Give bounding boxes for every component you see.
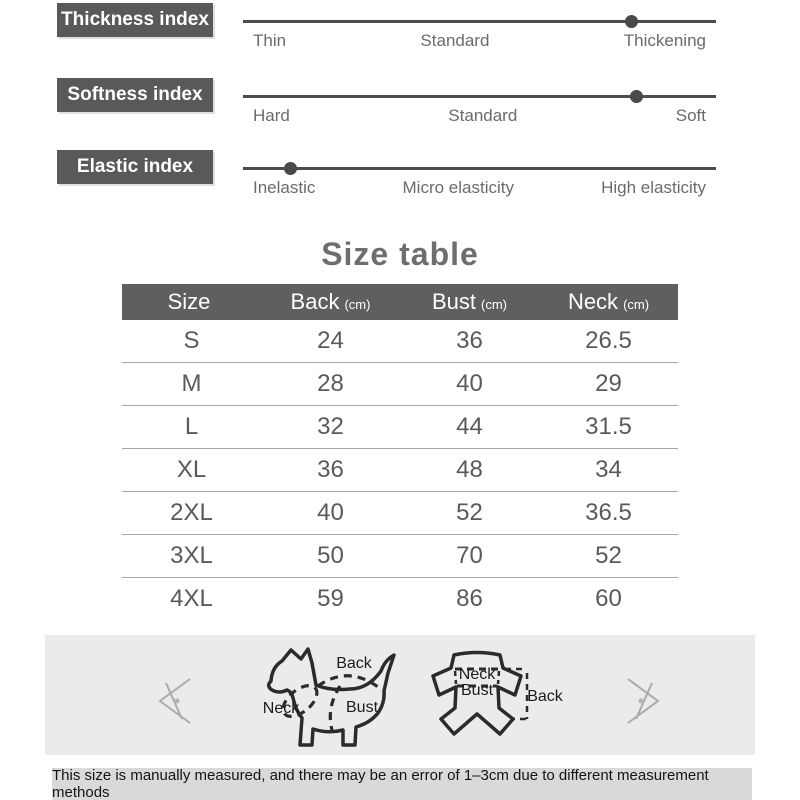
elastic-index-badge: Elastic index	[57, 150, 213, 184]
column-unit: (cm)	[623, 297, 650, 312]
thickness-option-thickening: Thickening	[623, 31, 706, 50]
cell-neck: 31.5	[585, 413, 632, 440]
cell-size: XL	[176, 456, 207, 483]
table-row-l	[122, 406, 678, 449]
softness-scale-line	[243, 95, 716, 98]
cell-bust: 48	[456, 456, 483, 483]
thickness-index-badge: Thickness index	[57, 3, 213, 37]
column-unit: (cm)	[344, 297, 371, 312]
softness-scale-dot	[630, 90, 643, 103]
elastic-scale-line	[243, 167, 716, 170]
softness-option-soft: Soft	[675, 106, 706, 125]
cell-neck: 60	[595, 585, 622, 612]
cell-neck: 34	[595, 456, 622, 483]
cell-size: 2XL	[170, 499, 213, 526]
table-row-xl	[122, 449, 678, 492]
cell-back: 32	[317, 413, 344, 440]
column-name: Size	[167, 289, 211, 314]
right-divider-mark-icon	[620, 673, 668, 725]
table-row-m	[122, 363, 678, 406]
cell-neck: 26.5	[585, 327, 632, 354]
softness-option-hard: Hard	[253, 106, 290, 125]
cell-size: 4XL	[170, 585, 213, 612]
cell-size: L	[184, 413, 199, 440]
left-divider-mark-icon	[150, 673, 198, 725]
garment-neck-label: Neck	[458, 666, 496, 683]
dog-neck-label: Neck	[262, 700, 300, 717]
cell-back: 59	[317, 585, 344, 612]
cell-size: S	[183, 327, 200, 354]
softness-scale-labels	[243, 106, 716, 126]
thickness-scale-line	[243, 20, 716, 23]
measurement-diagram-strip	[45, 635, 755, 755]
elastic-option-inelastic: Inelastic	[253, 178, 316, 197]
elastic-scale-dot	[284, 162, 297, 175]
table-row-s	[122, 320, 678, 363]
size-table-title: Size table	[321, 236, 479, 272]
softness-index-row	[0, 78, 800, 140]
cell-size: 3XL	[170, 542, 213, 569]
cell-bust: 40	[456, 370, 483, 397]
softness-index-badge: Softness index	[57, 78, 213, 112]
cell-bust: 86	[456, 585, 483, 612]
cell-back: 50	[317, 542, 344, 569]
column-name: Neck	[567, 289, 619, 314]
thickness-scale-labels	[243, 31, 716, 51]
column-name: Bust	[431, 289, 477, 314]
column-header-bust	[400, 289, 539, 315]
cell-size: M	[181, 370, 202, 397]
cell-back: 28	[317, 370, 344, 397]
elastic-scale-labels	[243, 178, 716, 198]
cell-bust: 44	[456, 413, 483, 440]
cell-neck: 29	[595, 370, 622, 397]
garment-back-label: Back	[527, 688, 563, 705]
column-header-neck	[539, 289, 678, 315]
dog-back-label: Back	[336, 655, 372, 672]
column-header-size	[122, 289, 261, 315]
cell-bust: 36	[456, 327, 483, 354]
thickness-index-row	[0, 3, 800, 65]
elastic-index-row	[0, 150, 800, 212]
cell-back: 24	[317, 327, 344, 354]
table-row-4xl	[122, 578, 678, 620]
column-name: Back	[290, 289, 340, 314]
column-unit: (cm)	[481, 297, 508, 312]
column-header-back	[261, 289, 400, 315]
softness-option-standard: Standard	[448, 106, 518, 125]
dog-bust-label: Bust	[345, 699, 379, 716]
garment-bust-label: Bust	[460, 682, 494, 699]
thickness-option-standard: Standard	[420, 31, 490, 50]
measurement-note-text: This size is manually measured, and there may be an error of 1–3cm due to different measurement methods	[52, 767, 709, 800]
cell-neck: 52	[595, 542, 622, 569]
size-table-header	[122, 284, 678, 320]
cell-bust: 52	[456, 499, 483, 526]
thickness-scale-dot	[625, 15, 638, 28]
table-row-3xl	[122, 535, 678, 578]
size-table	[122, 284, 678, 620]
measurement-note-bar	[52, 768, 752, 800]
softness-scale	[243, 78, 716, 140]
cell-neck: 36.5	[585, 499, 632, 526]
cell-bust: 70	[456, 542, 483, 569]
cell-back: 36	[317, 456, 344, 483]
thickness-option-thin: Thin	[253, 31, 287, 50]
table-row-2xl	[122, 492, 678, 535]
elastic-option-micro: Micro elasticity	[402, 178, 514, 197]
elastic-scale	[243, 150, 716, 212]
cell-back: 40	[317, 499, 344, 526]
elastic-option-high: High elasticity	[601, 178, 706, 197]
thickness-scale	[243, 3, 716, 65]
